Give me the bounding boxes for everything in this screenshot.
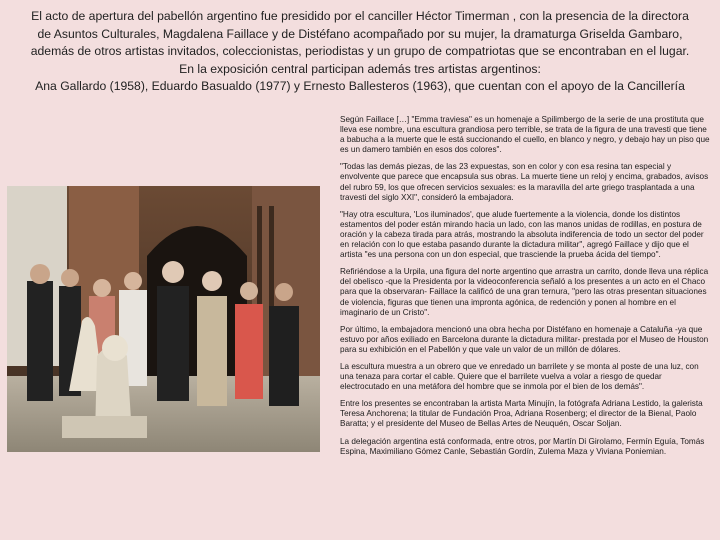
header-line-4: En la exposición central participan además tres artistas argentinos: bbox=[179, 61, 541, 76]
paragraph-2: "Todas las demás piezas, de las 23 expuestas, son en color y con esa resina tan especial y envolvente que parece que encapsula sus obras. La muerte tiene un reloj y encima, grabados, avisos del rubro 59, los que ofrecen servicios sexuales: es la maravilla del arte griego trasplantada a una travesti del siglo XXI", consideró la embajadora. bbox=[340, 162, 709, 202]
article-body bbox=[340, 115, 710, 464]
header-line-3: además de otros artistas invitados, coleccionistas, periodistas y un grupo de compatriotas que se encontraban en el lugar. bbox=[30, 44, 690, 59]
event-photo-image bbox=[7, 186, 320, 452]
paragraph-7: Entre los presentes se encontraban la artista Marta Minujín, la fotógrafa Adriana Lestido, la galerista Teresa Anchorena; la titular de Fundación Proa, Adriana Rosenberg; el director de la Bienal, Paolo Baratta; y el presidente del Museo de Bellas Artes de Neuquén, Oscar Soljan. bbox=[340, 399, 703, 429]
paragraph-1: Según Faillace […] "Emma traviesa" es un homenaje a Spilimbergo de la serie de una prostituta que lleva ese nombre, una escultura grandiosa pero terrible, se trata de la figura de una travesti que tiene a babucha a la muerte que le está succionando el cuello, en blanco y negro, y debajo hay un piso que es un damero también en esos dos colores". bbox=[340, 115, 710, 155]
paragraph-5: Por último, la embajadora mencionó una obra hecha por Distéfano en homenaje a Cataluña -ya que estuvo por años exiliado en Barcelona durante la dictadura militar- prestada por el Museo de Houston para su exhibición en el Pabellón y que vale un valor de un millón de dólares. bbox=[340, 324, 709, 354]
event-photo bbox=[7, 186, 320, 452]
header-line-2: de Asuntos Culturales, Magdalena Faillace y de Distéfano acompañado por su mujer, la dramaturga Griselda Gambaro, bbox=[37, 26, 683, 41]
paragraph-6: La escultura muestra a un obrero que ve enredado un barrilete y se monta al poste de una luz, con una tenaza para cortar el cable. Quiere que el barrilete vuelva a volar a riesgo de quedar electrocutado en una metáfora del hombre que se inmola por el bien de los demás". bbox=[340, 361, 699, 392]
header-line-5: Ana Gallardo (1958), Eduardo Basualdo (1977) y Ernesto Ballesteros (1963), que cuentan con el apoyo de la Cancillería bbox=[35, 79, 685, 94]
header-line-1: El acto de apertura del pabellón argentino fue presidido por el canciller Héctor Timerman , con la presencia de la directora bbox=[31, 9, 689, 23]
header-text bbox=[12, 8, 708, 96]
paragraph-8: La delegación argentina está conformada, entre otros, por Martín Di Girolamo, Fermín Eguía, Tomás Espina, Maximiliano Gómez Canle, Sebastián Gordín, Zulema Maza y Viviana Poniemian. bbox=[340, 436, 705, 456]
paragraph-4: Refiriéndose a la Urpila, una figura del norte argentino que arrastra un carrito, donde lleva una réplica del obelisco -que la Presidenta por la videoconferencia señaló a los presentes a un acto en el Chaco para que la observaran- Faillace la calificó de una gran ternura, "pero las otras presentan situaciones de violencia, figuras que tienen una impronta agónica, de redención y ponen al hombre en el imaginario de un Cristo". bbox=[340, 267, 709, 317]
paragraph-3: "Hay otra escultura, 'Los iluminados', que alude fuertemente a la violencia, donde los distintos estamentos del poder están mirando hacia un lado, con las manos unidas de rodillas, en postura de oración y la cabeza tirada para atrás, mostrando la absoluta indiferencia de todo un sector del poder en relación con lo que estaba pasando durante la dictadura militar", agregó Faillace y dijo que el artista "es una persona con un don especial, que trasciende la prueba ácida del tiempo". bbox=[340, 209, 704, 260]
